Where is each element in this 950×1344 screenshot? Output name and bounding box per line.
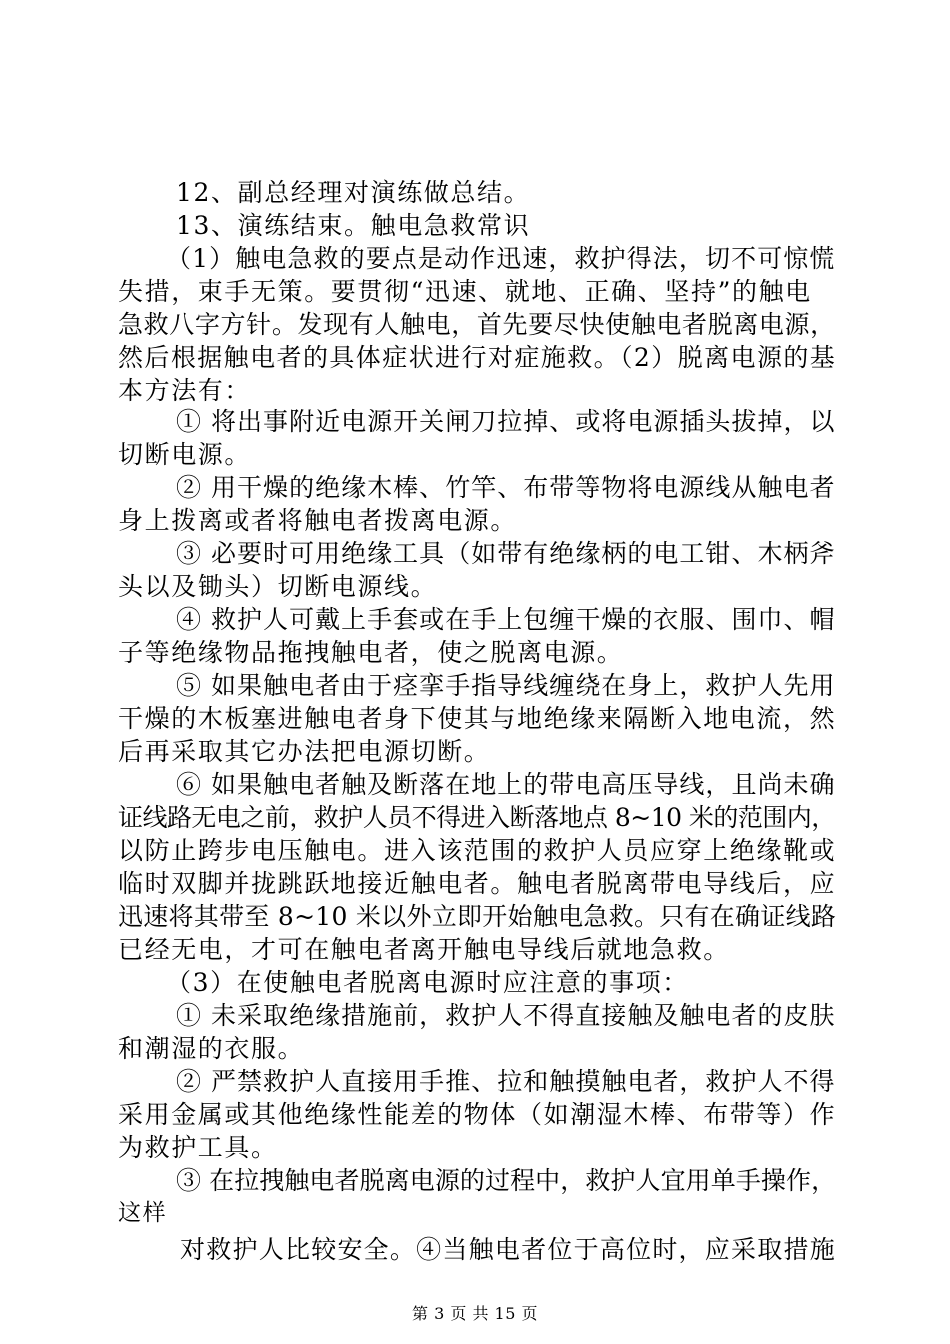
page-number-footer: 第 3 页 共 15 页 [412, 1304, 538, 1323]
text-line: 然后根据触电者的具体症状进行对症施救。（2）脱离电源的基 [118, 343, 837, 372]
text-line: 切断电源。 [118, 440, 252, 469]
text-line: 采用金属或其他绝缘性能差的物体（如潮湿木棒、布带等）作 [118, 1100, 837, 1129]
text-line: ① 将出事附近电源开关闸刀拉掉、或将电源插头拔掉，以 [176, 407, 836, 436]
text-line: 13、演练结束。触电急救常识 [176, 211, 531, 240]
text-line: 身上拨离或者将触电者拨离电源。 [118, 506, 518, 535]
text-line: 以防止跨步电压触电。进入该范围的救护人员应穿上绝缘靴或 [118, 836, 837, 865]
text-line: 对救护人比较安全。④当触电者位于高位时，应采取措施 [180, 1235, 837, 1264]
text-line: 子等绝缘物品拖拽触电者，使之脱离电源。 [118, 638, 624, 667]
text-line: 12、副总经理对演练做总结。 [176, 178, 531, 207]
text-line: 急救八字方针。发现有人触电，首先要尽快使触电者脱离电源， [118, 310, 836, 339]
text-line: 临时双脚并拢跳跃地接近触电者。触电者脱离带电导线后，应 [118, 869, 837, 898]
text-line: 这样 [118, 1200, 168, 1226]
text-line: ③ 必要时可用绝缘工具（如带有绝缘柄的电工钳、木柄斧 [176, 539, 836, 568]
text-line: ② 严禁救护人直接用手推、拉和触摸触电者，救护人不得 [176, 1067, 836, 1096]
text-line: 和潮湿的衣服。 [118, 1034, 305, 1063]
text-line: 迅速将其带至 8~10 米以外立即开始触电急救。只有在确证线路 [118, 902, 837, 931]
text-line: 失措，束手无策。要贯彻“迅速、就地、正确、坚持”的触电 [118, 277, 812, 306]
text-line: ① 未采取绝缘措施前，救护人不得直接触及触电者的皮肤 [176, 1001, 836, 1030]
text-line: 头以及锄头）切断电源线。 [118, 572, 438, 601]
text-line: （1）触电急救的要点是动作迅速，救护得法，切不可惊慌 [166, 244, 836, 273]
text-line: 本方法有： [118, 376, 252, 405]
text-line: ④ 救护人可戴上手套或在手上包缠干燥的衣服、围巾、帽 [176, 605, 836, 634]
text-line: ③ 在拉拽触电者脱离电源的过程中，救护人宜用单手操作， [176, 1166, 837, 1195]
text-line: 干燥的木板塞进触电者身下使其与地绝缘来隔断入地电流，然 [118, 704, 837, 733]
text-line: 已经无电，才可在触电者离开触电导线后就地急救。 [118, 935, 730, 964]
text-line: 为救护工具。 [118, 1133, 278, 1162]
text-line: 后再采取其它办法把电源切断。 [118, 737, 491, 766]
text-line: ② 用干燥的绝缘木棒、竹竿、布带等物将电源线从触电者 [176, 473, 836, 502]
text-line: 证线路无电之前，救护人员不得进入断落地点 8~10 米的范围内， [118, 803, 836, 832]
text-line: ⑤ 如果触电者由于痉挛手指导线缠绕在身上，救护人先用 [176, 671, 836, 700]
text-line: ⑥ 如果触电者触及断落在地上的带电高压导线，且尚未确 [176, 770, 836, 799]
text-line: （3）在使触电者脱离电源时应注意的事项： [166, 968, 689, 997]
